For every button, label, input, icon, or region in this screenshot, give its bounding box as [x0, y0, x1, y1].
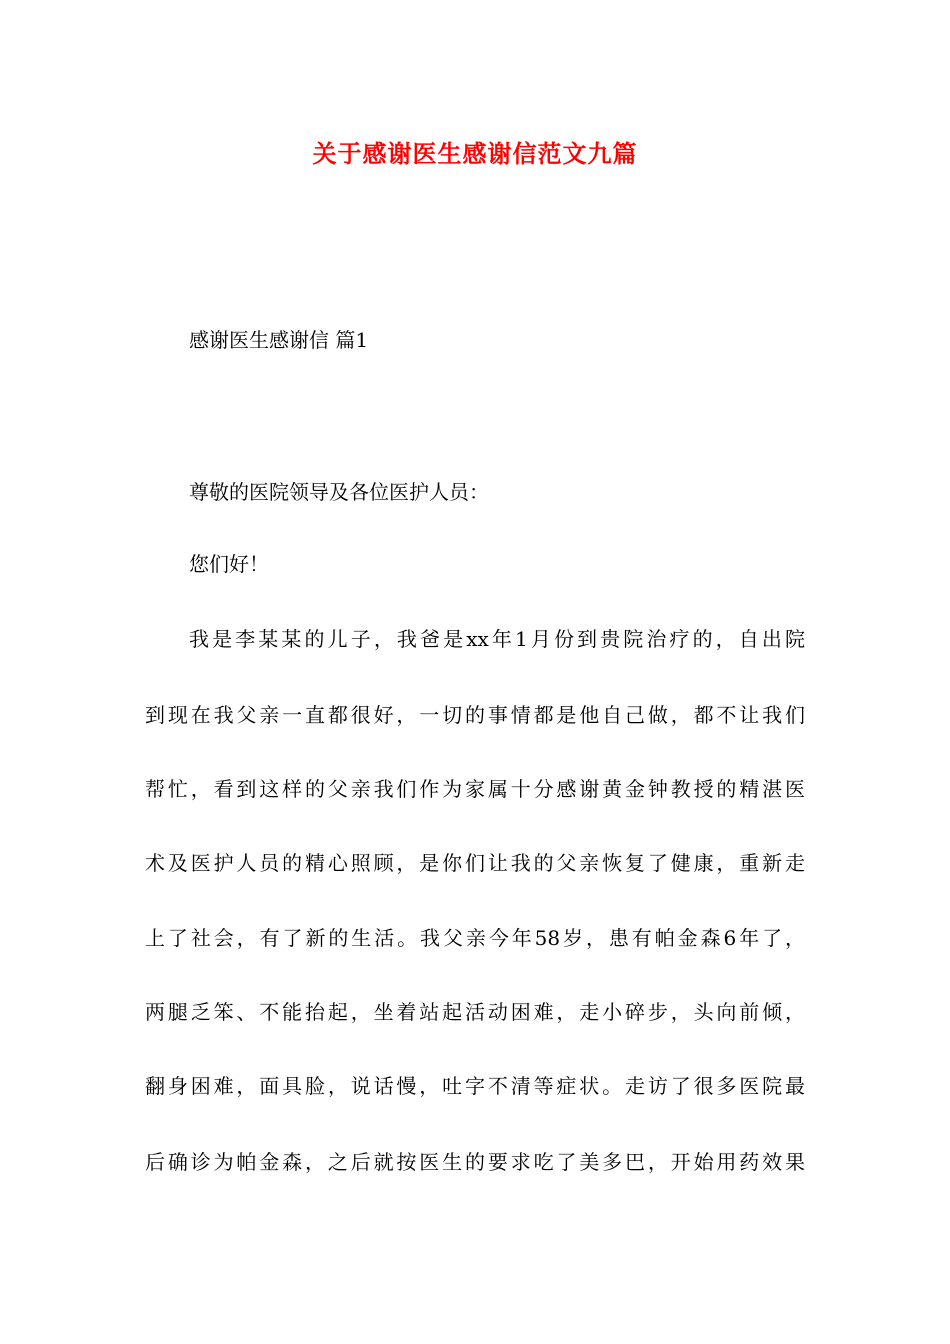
body-line: 帮忙，看到这样的父亲我们作为家属十分感谢黄金钟教授的精湛医 [145, 777, 805, 801]
section-heading: 感谢医生感谢信 篇1 [189, 328, 369, 352]
greeting: 您们好！ [189, 552, 269, 576]
body-line: 上了社会，有了新的生活。我父亲今年58岁，患有帕金森6年了， [145, 926, 805, 950]
body-line: 术及医护人员的精心照顾，是你们让我的父亲恢复了健康，重新走 [145, 851, 805, 875]
body-line: 我是李某某的儿子，我爸是xx年1月份到贵院治疗的，自出院 [189, 627, 805, 651]
document-title: 关于感谢医生感谢信范文九篇 [312, 140, 638, 168]
body-line: 两腿乏笨、不能抬起，坐着站起活动困难，走小碎步，头向前倾， [145, 1000, 805, 1024]
salutation: 尊敬的医院领导及各位医护人员： [189, 480, 489, 504]
body-line: 后确诊为帕金森，之后就按医生的要求吃了美多巴，开始用药效果 [145, 1150, 805, 1174]
body-line: 翻身困难，面具脸，说话慢，吐字不清等症状。走访了很多医院最 [145, 1074, 805, 1098]
body-line: 到现在我父亲一直都很好，一切的事情都是他自己做，都不让我们 [145, 703, 805, 727]
